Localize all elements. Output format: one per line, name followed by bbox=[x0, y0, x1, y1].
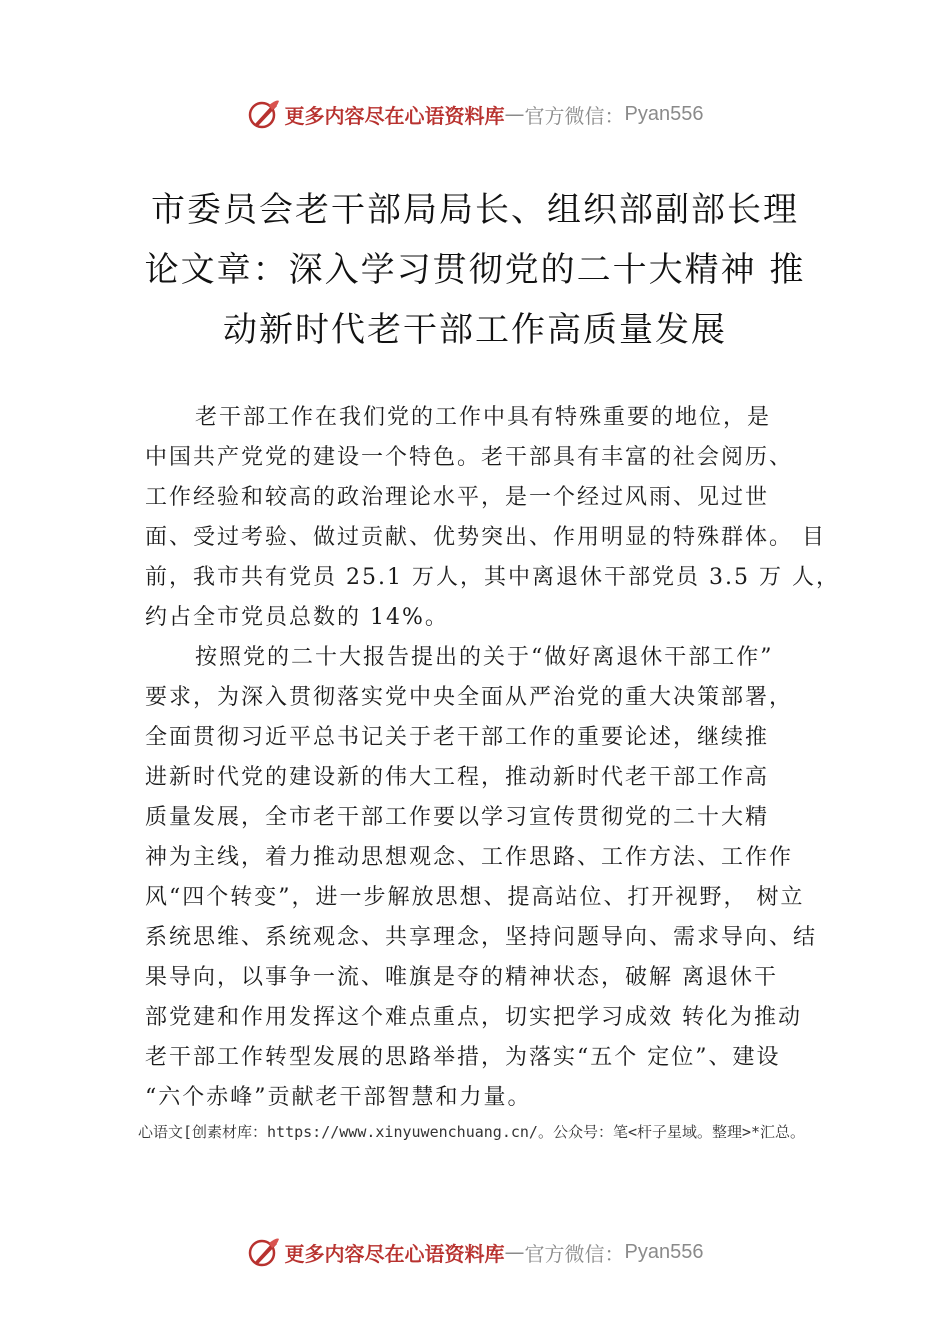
body-line: 老干部工作转型发展的思路举措，为落实“五个 定位”、建设 bbox=[145, 1045, 781, 1070]
article-body bbox=[145, 398, 840, 1118]
banner-dash: — bbox=[504, 1240, 525, 1264]
body-line: 老干部工作在我们党的工作中具有特殊重要的地位，是 bbox=[195, 405, 772, 430]
body-line: 工作经验和较高的政治理论水平，是一个经过风雨、见过世 bbox=[145, 485, 770, 510]
body-line: 全面贯彻习近平总书记关于老干部工作的重要论述，继续推 bbox=[145, 725, 770, 750]
body-line: 系统思维、系统观念、共享理念，坚持问题导向、需求导向、结 bbox=[145, 925, 818, 950]
banner-red-text: 更多内容尽在心语资料库 bbox=[284, 1241, 505, 1266]
body-line: 要求，为深入贯彻落实党中央全面从严治党的重大决策部署， bbox=[145, 685, 794, 710]
title-line: 市委员会老干部局局长、组织部副部长理 bbox=[151, 190, 799, 230]
body-line: 面、受过考验、做过贡献、优势突出、作用明显的特殊群体。 目 bbox=[145, 525, 826, 550]
quill-logo-icon bbox=[247, 97, 281, 131]
top-banner bbox=[0, 94, 950, 134]
paragraph-1 bbox=[145, 398, 840, 638]
banner-dash: — bbox=[504, 102, 525, 126]
body-line: 部党建和作用发挥这个难点重点，切实把学习成效 转化为推动 bbox=[145, 1005, 802, 1030]
body-line: “六个赤峰”贡献老干部智慧和力量。 bbox=[145, 1085, 532, 1110]
paragraph-2 bbox=[145, 638, 835, 1118]
article-title bbox=[140, 180, 810, 360]
title-line: 动新时代老干部工作高质量发展 bbox=[223, 310, 727, 350]
quill-logo-icon bbox=[247, 1235, 281, 1269]
body-line: 中国共产党党的建设一个特色。老干部具有丰富的社会阅历、 bbox=[145, 445, 794, 470]
body-line: 果导向，以事争一流、唯旗是夺的精神状态，破解 离退休干 bbox=[145, 965, 778, 990]
body-line: 风“四个转变”，进一步解放思想、提高站位、打开视野， 树立 bbox=[145, 885, 805, 910]
body-line: 约占全市党员总数的 14%。 bbox=[145, 605, 449, 630]
body-line: 按照党的二十大报告提出的关于“做好离退休干部工作” bbox=[195, 645, 774, 670]
banner-grey-text: 官方微信： bbox=[524, 103, 625, 128]
title-line: 论文章：深入学习贯彻党的二十大精神 推 bbox=[144, 250, 806, 290]
body-line: 质量发展，全市老干部工作要以学习宣传贯彻党的二十大精 bbox=[145, 805, 770, 830]
banner-wechat-id: Pyan556 bbox=[624, 102, 704, 125]
banner-red-text: 更多内容尽在心语资料库 bbox=[284, 103, 505, 128]
banner-wechat-id: Pyan556 bbox=[624, 1240, 704, 1263]
banner-grey-text: 官方微信： bbox=[524, 1241, 625, 1266]
body-line: 前，我市共有党员 25.1 万人，其中离退休干部党员 3.5 万 人， bbox=[145, 565, 840, 590]
body-line: 进新时代党的建设新的伟大工程，推动新时代老干部工作高 bbox=[145, 765, 770, 790]
body-line: 神为主线，着力推动思想观念、工作思路、工作方法、工作作 bbox=[145, 845, 794, 870]
source-note: 心语文[创素材库：https://www.xinyuwenchuang.cn/。公众号：笔<杆子星域。整理>*汇总。 bbox=[138, 1123, 806, 1141]
bottom-banner bbox=[0, 1232, 950, 1272]
